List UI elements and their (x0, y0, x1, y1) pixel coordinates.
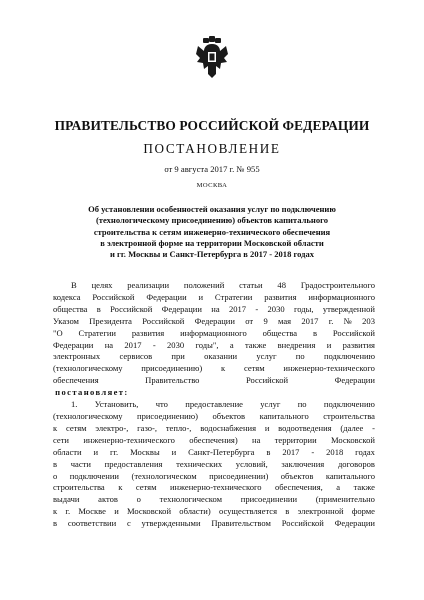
subject-line: (технологическому присоединению) объектов капитального (95, 215, 329, 226)
body-line: (технологическому присоединению) объектов капитального строительства (53, 410, 375, 421)
subject-line: и гг. Москвы и Санкт-Петербурга в 2017 - 2018 годах (109, 249, 315, 260)
body-line: "О Стратегии развития информационного общества в Российской (53, 327, 375, 338)
body-line: кодекса Российской Федерации и Стратегии развития информационного (53, 291, 375, 302)
subject-line: Об установлении особенностей оказания услуг по подключению (88, 204, 336, 214)
body-line: области и гг. Москвы и Санкт-Петербурга в 2017 - 2018 годах (53, 446, 375, 457)
body-line: о подключении (технологическом присоединении) объектов капитального (53, 470, 375, 481)
issuer-heading: ПРАВИТЕЛЬСТВО РОССИЙСКОЙ ФЕДЕРАЦИИ (54, 118, 370, 133)
body-line: сети инженерно-технического обеспечения) на территории Московской (53, 434, 375, 445)
body-line: в соответствии с утвержденными Правительством Российской Федерации (53, 518, 375, 529)
document-date-number: от 9 августа 2017 г. № 955 (164, 164, 260, 174)
body-line: к г. Москве и Московской области) осуществляется в электронной форме (53, 506, 375, 517)
body-line: Указом Президента Российской Федерации от 9 мая 2017 г. № 203 (53, 315, 375, 326)
body-line: Федерации на 2017 - 2030 годы", а также внедрения и развития (53, 339, 375, 350)
body-line: в части предоставления технических условий, заключения договоров (53, 458, 375, 469)
document-body (53, 280, 375, 530)
body-line: В целях реализации положений статьи 48 Градостроительного (71, 280, 375, 290)
body-line: обеспечения Правительство Российской Федерации (53, 375, 375, 386)
body-line: строительства к сетям инженерно-технического обеспечения, а также (53, 482, 375, 493)
body-line: 1. Установить, что предоставление услуг по подключению (71, 399, 375, 410)
document-subject (40, 204, 384, 260)
subject-line: строительства к сетям инженерно-технического обеспечения (93, 226, 331, 237)
body-line: (технологическому присоединению) к сетям инженерно-технического (53, 363, 375, 374)
body-line (53, 387, 375, 399)
operative-word: постановляет: (55, 387, 129, 398)
body-line: к сетям электро-, газо-, тепло-, водоснабжения и водоотведения (далее - (53, 422, 375, 433)
document-city: МОСКВА (196, 182, 228, 189)
subject-line: в электронной форме на территории Московской области (100, 237, 324, 248)
body-line: выдачи актов о технологическом присоединении (применительно (53, 494, 375, 505)
body-line: электронных сервисов при оказании услуг по подключению (53, 351, 375, 362)
document-type: ПОСТАНОВЛЕНИЕ (143, 141, 281, 156)
body-line: общества в Российской Федерации на 2017 - 2030 годы, утвержденной (53, 303, 375, 314)
coat-of-arms-emblem (194, 36, 230, 80)
